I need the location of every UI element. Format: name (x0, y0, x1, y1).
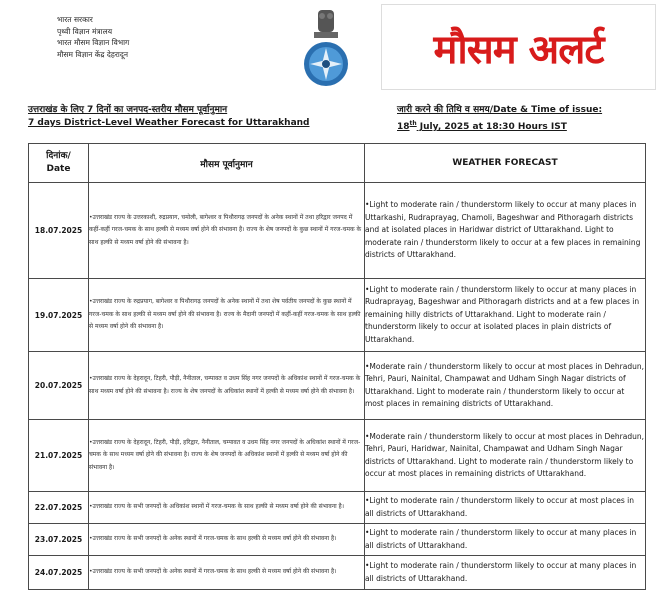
org-line-govt: भारत सरकार (57, 15, 93, 24)
alert-title: मौसम अलर्ट (433, 26, 604, 73)
org-line-ministry: पृथ्वी विज्ञान मंत्रालय (57, 26, 113, 36)
row-forecast-hindi: •उत्तराखंड राज्य के रुद्रप्रयाग, बागेश्वर व पिथौरागढ़ जनपदों के अनेक स्थानों में तथा शेष पर्वतीय जनपदों के कुछ स्थानों में गरज-चमक के साथ हल्की से मध्यम वर्षा होने की संभावना है। राज्य के मैदानी जनपदों में कहीं-कहीं गरज-चमक के साथ हल्की से मध्यम वर्षा होने की संभावना है। (89, 279, 365, 352)
row-forecast-english: •Light to moderate rain / thunderstorm likely to occur at many places in all districts of Uttarakhand. (365, 524, 646, 556)
col-header-date-hindi: दिनांक/ (46, 151, 71, 161)
row-forecast-english: •Light to moderate rain / thunderstorm likely to occur at many places in Rudraprayag, Bageshwar and Pithoragarh districts and at a few places in remaining hilly districts of Uttarakhand. Light to moderate rain / thunderstorm likely to occur at isolated places in plain districts of Uttarakhand. (365, 279, 646, 352)
heading-hindi: उत्तराखंड के लिए 7 दिनों का जनपद-स्तरीय मौसम पूर्वानुमान (28, 105, 228, 115)
col-header-date-english: Date (46, 164, 71, 174)
row-date: 20.07.2025 (29, 352, 89, 420)
row-forecast-english: •Moderate rain / thunderstorm likely to occur at most places in Dehradun, Tehri, Pauri, Nainital, Champawat and Udham Singh Nagar districts of Uttarakhand. Light to moderate rain / thunderstorm likely to occur at most places in remaining districts of Uttarakhand. (365, 352, 646, 420)
row-forecast-english: •Light to moderate rain / thunderstorm likely to occur at most places in all districts of Uttarakhand. (365, 492, 646, 524)
row-forecast-hindi: •उत्तराखंड राज्य के सभी जनपदों के अनेक स्थानों में गरज-चमक के साथ हल्की से मध्यम वर्षा होने की संभावना है। (89, 556, 365, 590)
issue-day-suffix: th (409, 120, 417, 127)
issue-date (397, 117, 602, 134)
forecast-heading (28, 104, 310, 130)
table-header-row (29, 144, 646, 183)
row-forecast-hindi: •उत्तराखंड राज्य के सभी जनपदों के अनेक स्थानों में गरज-चमक के साथ हल्की से मध्यम वर्षा होने की संभावना है। (89, 524, 365, 556)
row-date: 19.07.2025 (29, 279, 89, 352)
weather-alert-banner (381, 4, 656, 90)
row-forecast-english: •Moderate rain / thunderstorm likely to occur at most places in Dehradun, Tehri, Pauri, Haridwar, Nainital, Champawat and Udham Singh Nagar districts of Uttarakhand. Light to moderate rain / thunderstorm likely to occur at most places in remaining districts of Uttarakhand. (365, 420, 646, 492)
table-row (29, 492, 646, 524)
org-line-centre: मौसम विज्ञान केंद्र देहरादून (57, 49, 129, 59)
row-date: 21.07.2025 (29, 420, 89, 492)
row-forecast-english: •Light to moderate rain / thunderstorm likely to occur at many places in all districts of Uttarakhand. (365, 556, 646, 590)
issue-label: जारी करने की तिथि व समय/Date & Time of issue: (397, 105, 603, 115)
row-forecast-hindi: •उत्तराखंड राज्य के सभी जनपदों के अधिकांश स्थानों में गरज-चमक के साथ हल्की से मध्यम वर्षा होने की संभावना है। (89, 492, 365, 524)
org-block (57, 14, 129, 60)
row-forecast-hindi: •उत्तराखंड राज्य के उत्तरकाशी, रुद्रप्रयाग, चमोली, बागेश्वर व पिथौरागढ़ जनपदों के अनेक स्थानों में तथा हरिद्वार जनपद में कहीं-कहीं गरज-चमक के साथ हल्की से मध्यम वर्षा होने की संभावना है। राज्य के शेष जनपदों के कुछ स्थानों में गरज-चमक के साथ हल्की से मध्यम वर्षा होने की संभावना है। (89, 183, 365, 279)
row-forecast-english: •Light to moderate rain / thunderstorm likely to occur at many places in Uttarkashi, Rudraprayag, Chamoli, Bageshwar and Pithoragarh districts and at isolated places in Haridwar district of Uttarakhand. Light to moderate rain / thunderstorm likely to occur at a few places in remaining districts of Uttarakhand. (365, 183, 646, 279)
table-row (29, 352, 646, 420)
issue-day: 18 (397, 122, 410, 132)
issue-info (397, 104, 602, 134)
heading-english: 7 days District-Level Weather Forecast for Uttarakhand (28, 118, 310, 128)
col-header-date (29, 144, 89, 183)
col-header-hindi: मौसम पूर्वानुमान (89, 144, 365, 183)
row-forecast-hindi: •उत्तराखंड राज्य के देहरादून, टिहरी, पौड़ी, हरिद्वार, नैनीताल, चम्पावत व उधम सिंह नगर जनपदों के अधिकांश स्थानों में गरज-चमक के साथ मध्यम वर्षा होने की संभावना है। राज्य के शेष जनपदों के अधिकांश स्थानों में हल्की से मध्यम वर्षा होने की संभावना है। (89, 420, 365, 492)
forecast-table (28, 143, 646, 590)
issue-date-rest: July, 2025 at 18:30 Hours IST (416, 122, 567, 132)
table-row (29, 279, 646, 352)
col-header-english: WEATHER FORECAST (365, 144, 646, 183)
row-date: 24.07.2025 (29, 556, 89, 590)
table-row (29, 420, 646, 492)
row-date: 23.07.2025 (29, 524, 89, 556)
national-emblem-icon (300, 8, 352, 90)
org-line-department: भारत मौसम विज्ञान विभाग (57, 38, 130, 47)
row-date: 18.07.2025 (29, 183, 89, 279)
table-row (29, 183, 646, 279)
document-header (0, 0, 662, 100)
table-row (29, 524, 646, 556)
table-row (29, 556, 646, 590)
row-date: 22.07.2025 (29, 492, 89, 524)
row-forecast-hindi: •उत्तराखंड राज्य के देहरादून, टिहरी, पौड़ी, नैनीताल, चम्पावत व उधम सिंह नगर जनपदों के अधिकांश स्थानों में गरज-चमक के साथ मध्यम वर्षा होने की संभावना है। राज्य के शेष जनपदों के अधिकांश स्थानों में हल्की से मध्यम वर्षा होने की संभावना है। (89, 352, 365, 420)
